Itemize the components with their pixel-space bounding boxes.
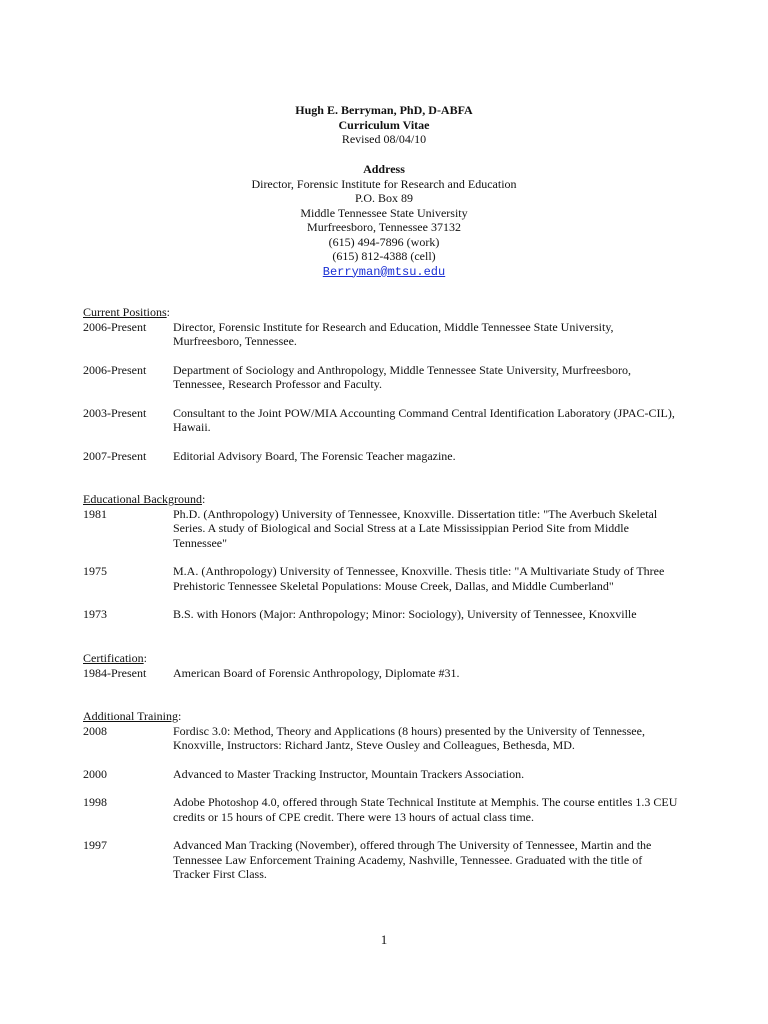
address-line: Director, Forensic Institute for Research and Education [251,176,517,191]
address-block [0,162,768,279]
certification-entry [83,666,683,681]
entry-text: Editorial Advisory Board, The Forensic Teacher magazine. [173,448,456,463]
training-entry [83,724,683,753]
position-entry [83,449,683,464]
entry-year: 2006-Present [83,362,147,377]
education-entry [83,564,683,593]
email-link[interactable]: Berryman@mtsu.edu [322,264,446,279]
cv-header [0,103,768,147]
training-section [83,709,683,882]
address-line: P.O. Box 89 [354,191,413,205]
education-entry [83,607,683,622]
author-name: Hugh E. Berryman, PhD, D-ABFA [295,103,473,117]
entry-text: Advanced Man Tracking (November), offered through The University of Tennessee, Martin and the Tennessee Law Enforcement Training Academy, Nashville, Tennessee. Graduated with the title of Tracker First Class. [173,838,652,881]
training-entry [83,838,683,882]
revised-date: Revised 08/04/10 [341,132,427,146]
entry-text: Adobe Photoshop 4.0, offered through State Technical Institute at Memphis. The course entitles 1.3 CEU credits or 15 hours of CPE credit. There were 13 hours of actual class time. [173,795,678,824]
phone-cell: (615) 812-4388 (cell) [332,249,436,263]
entry-year: 2000 [83,766,107,781]
current-positions-section [83,305,683,463]
address-heading: Address [363,162,405,176]
entry-year: 1984-Present [83,665,147,680]
phone-work: (615) 494-7896 (work) [328,234,440,249]
entry-text: Fordisc 3.0: Method, Theory and Applications (8 hours) presented by the University of Tennessee, Knoxville, Instructors: Richard Jantz, Steve Ousley and Colleagues, Bethesda, MD. [173,723,645,752]
entry-year: 1973 [83,607,107,621]
entry-year: 1981 [83,506,107,521]
entry-year: 1997 [83,838,107,852]
training-entry [83,795,683,824]
entry-year: 2007-Present [83,448,147,463]
entry-text: Advanced to Master Tracking Instructor, Mountain Trackers Association. [173,766,525,781]
entry-text: Consultant to the Joint POW/MIA Accounting Command Central Identification Laboratory (JPAC-CIL), Hawaii. [173,405,675,434]
training-entry [83,767,683,782]
certification-section [83,651,683,680]
entry-text: American Board of Forensic Anthropology, Diplomate #31. [173,665,460,680]
entry-year: 2008 [83,723,107,738]
entry-year: 1998 [83,795,107,809]
address-line: Murfreesboro, Tennessee 37132 [307,220,461,234]
address-line: Middle Tennessee State University [300,205,468,220]
document-title: Curriculum Vitae [338,117,430,132]
entry-year: 2006-Present [83,319,147,334]
position-entry [83,320,683,349]
position-entry [83,406,683,435]
entry-year: 1975 [83,564,107,578]
section-heading: Certification: [83,651,147,665]
section-heading: Current Positions: [83,305,171,319]
entry-text: M.A. (Anthropology) University of Tennessee, Knoxville. Thesis title: "A Multivariate Study of Three Prehistoric Tennessee Skeletal Populations: Mouse Creek, Dallas, and Middle Cumberland" [173,564,665,593]
position-entry [83,363,683,392]
education-entry [83,507,683,551]
entry-year: 2003-Present [83,405,147,420]
entry-text: Director, Forensic Institute for Research and Education, Middle Tennessee State University, Murfreesboro, Tennessee. [173,319,614,348]
page-number: 1 [380,932,388,947]
entry-text: B.S. with Honors (Major: Anthropology; Minor: Sociology), University of Tennessee, Knoxville [173,607,637,621]
entry-text: Ph.D. (Anthropology) University of Tennessee, Knoxville. Dissertation title: "The Averbuch Skeletal Series. A study of Biological and Social Stress at a Late Mississippian Period Site from Middle Tennessee" [173,506,658,550]
entry-text: Department of Sociology and Anthropology, Middle Tennessee State University, Murfreesboro, Tennessee, Research Professor and Faculty. [173,362,631,391]
section-heading: Educational Background: [83,492,206,506]
section-heading: Additional Training: [83,709,182,723]
education-section [83,492,683,622]
